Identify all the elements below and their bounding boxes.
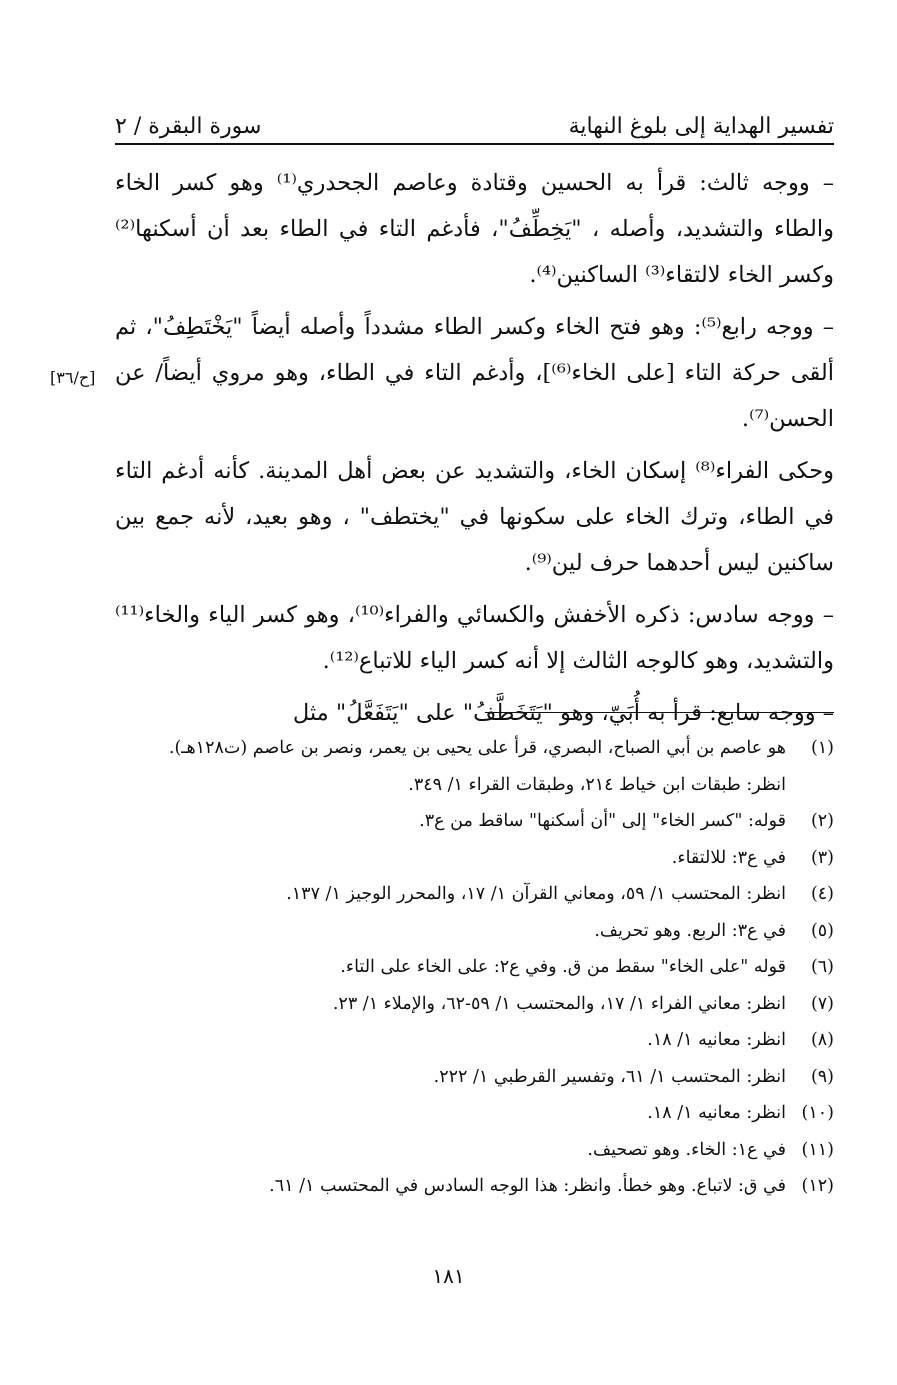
header-book-title: تفسير الهداية إلى بلوغ النهاية	[568, 114, 834, 139]
footnote-number: (٧)	[810, 993, 834, 1014]
footnote-number: (١٢)	[801, 1176, 834, 1196]
footnote	[115, 1095, 834, 1132]
footnote	[115, 986, 834, 1023]
paragraph-farra-report: وحكى الفراء⁽⁸⁾ إسكان الخاء، والتشديد عن بعض أهل المدينة. كأنه أدغم التاء في الطاء، وترك الخاء على سكونها في "يختطف" ، وهو بعيد، لأنه جمع بين ساكنين ليس أحدهما حرف لين⁽⁹⁾.	[115, 458, 834, 576]
page-number: ١٨١	[432, 1264, 465, 1288]
footnote-text: انظر: المحتسب ١/ ٥٩، ومعاني القرآن ١/ ١٧، والمحرر الوجيز ١/ ١٣٧.	[286, 884, 786, 904]
paragraph-fourth-reading: – ووجه رابع⁽⁵⁾: وهو فتح الخاء وكسر الطاء مشدداً وأصله أيضاً "يَخْتَطِفُ"، ثم ألقى حركة التاء [على الخاء⁽⁶⁾]، وأدغم التاء في الطاء، وهو مروي أيضاً/ عن الحسن⁽⁷⁾.	[115, 314, 835, 432]
footnote-number: (٣)	[810, 847, 834, 868]
footnote	[115, 840, 834, 877]
footnote-text: انظر: معانيه ١/ ١٨.	[647, 1103, 786, 1123]
footnote	[115, 803, 834, 840]
footnote	[115, 949, 834, 986]
header-divider	[115, 143, 834, 145]
footnote-divider	[485, 712, 834, 713]
running-header	[115, 103, 834, 139]
footnote-text: انظر: المحتسب ١/ ٦١، وتفسير القرطبي ١/ ٢٢٢.	[433, 1066, 786, 1087]
footnote	[115, 913, 834, 950]
footnote-text: في ع٣: الربع. وهو تحريف.	[594, 920, 786, 941]
footnote-number: (٨)	[810, 1030, 834, 1050]
footnote-text: قوله "على الخاء" سقط من ق. وفي ع٢: على الخاء على التاء.	[340, 957, 786, 977]
footnote-number: (٩)	[810, 1066, 834, 1087]
header-surah-title: سورة البقرة / ٢	[115, 114, 262, 139]
footnote	[115, 876, 834, 913]
footnote	[115, 1168, 834, 1205]
footnote-text: في ق: لاتباع. وهو خطأ. وانظر: هذا الوجه السادس في المحتسب ١/ ٦١.	[269, 1176, 786, 1196]
footnote	[115, 1059, 834, 1096]
footnote-number: (١٠)	[801, 1103, 834, 1123]
footnote-continuation: انظر: طبقات ابن خياط ٢١٤، وطبقات القراء ١/ ٣٤٩.	[408, 774, 786, 795]
footnote-number: (٥)	[810, 920, 834, 941]
footnote	[115, 1132, 834, 1169]
footnote-text: هو عاصم بن أبي الصباح، البصري، قرأ على يحيى بن يعمر، ونصر بن عاصم (ت١٢٨هـ).	[168, 738, 786, 758]
footnote-text: انظر: معانيه ١/ ١٨.	[647, 1030, 786, 1050]
paragraph-sixth-reading: – ووجه سادس: ذكره الأخفش والكسائي والفراء⁽¹⁰⁾، وهو كسر الياء والخاء⁽¹¹⁾ والتشديد، وهو كالوجه الثالث إلا أنه كسر الياء للاتباع⁽¹²⁾.	[115, 602, 834, 674]
footnote	[115, 730, 834, 767]
footnote-number: (٤)	[810, 884, 834, 904]
footnote-number: (٦)	[810, 957, 834, 977]
footnote-text: انظر: معاني الفراء ١/ ١٧، والمحتسب ١/ ٥٩-٦٢، والإملاء ١/ ٢٣.	[332, 993, 786, 1014]
paragraph-seventh-reading: – ووجه سابع: قرأ به أُبَيّ، وهو "يَتَخَطَّفُ" على "يَتَفَعَّلُ" مثل	[292, 700, 834, 726]
footnote-number: (١)	[810, 738, 834, 758]
paragraph-third-reading: – ووجه ثالث: قرأ به الحسين وقتادة وعاصم الجحدري⁽¹⁾ وهو كسر الخاء والطاء والتشديد، وأصله ، "يَخِطِّفُ"، فأدغم التاء في الطاء بعد أن أسكنها⁽²⁾ وكسر الخاء لالتقاء⁽³⁾ الساكنين⁽⁴⁾.	[115, 170, 834, 288]
footnote-text: في ع١: الخاء. وهو تصحيف.	[587, 1139, 786, 1160]
footnote-number: (٢)	[810, 811, 834, 831]
manuscript-folio-note: [ح/٣٦]	[50, 368, 96, 387]
footnotes	[115, 730, 834, 1205]
footnote	[115, 1022, 834, 1059]
main-text	[115, 160, 834, 742]
footnote-text: في ع٣: للالتقاء.	[671, 847, 786, 868]
footnote-text: قوله: "كسر الخاء" إلى "أن أسكنها" ساقط من ع٣.	[419, 811, 786, 831]
footnote-number: (١١)	[801, 1139, 834, 1160]
